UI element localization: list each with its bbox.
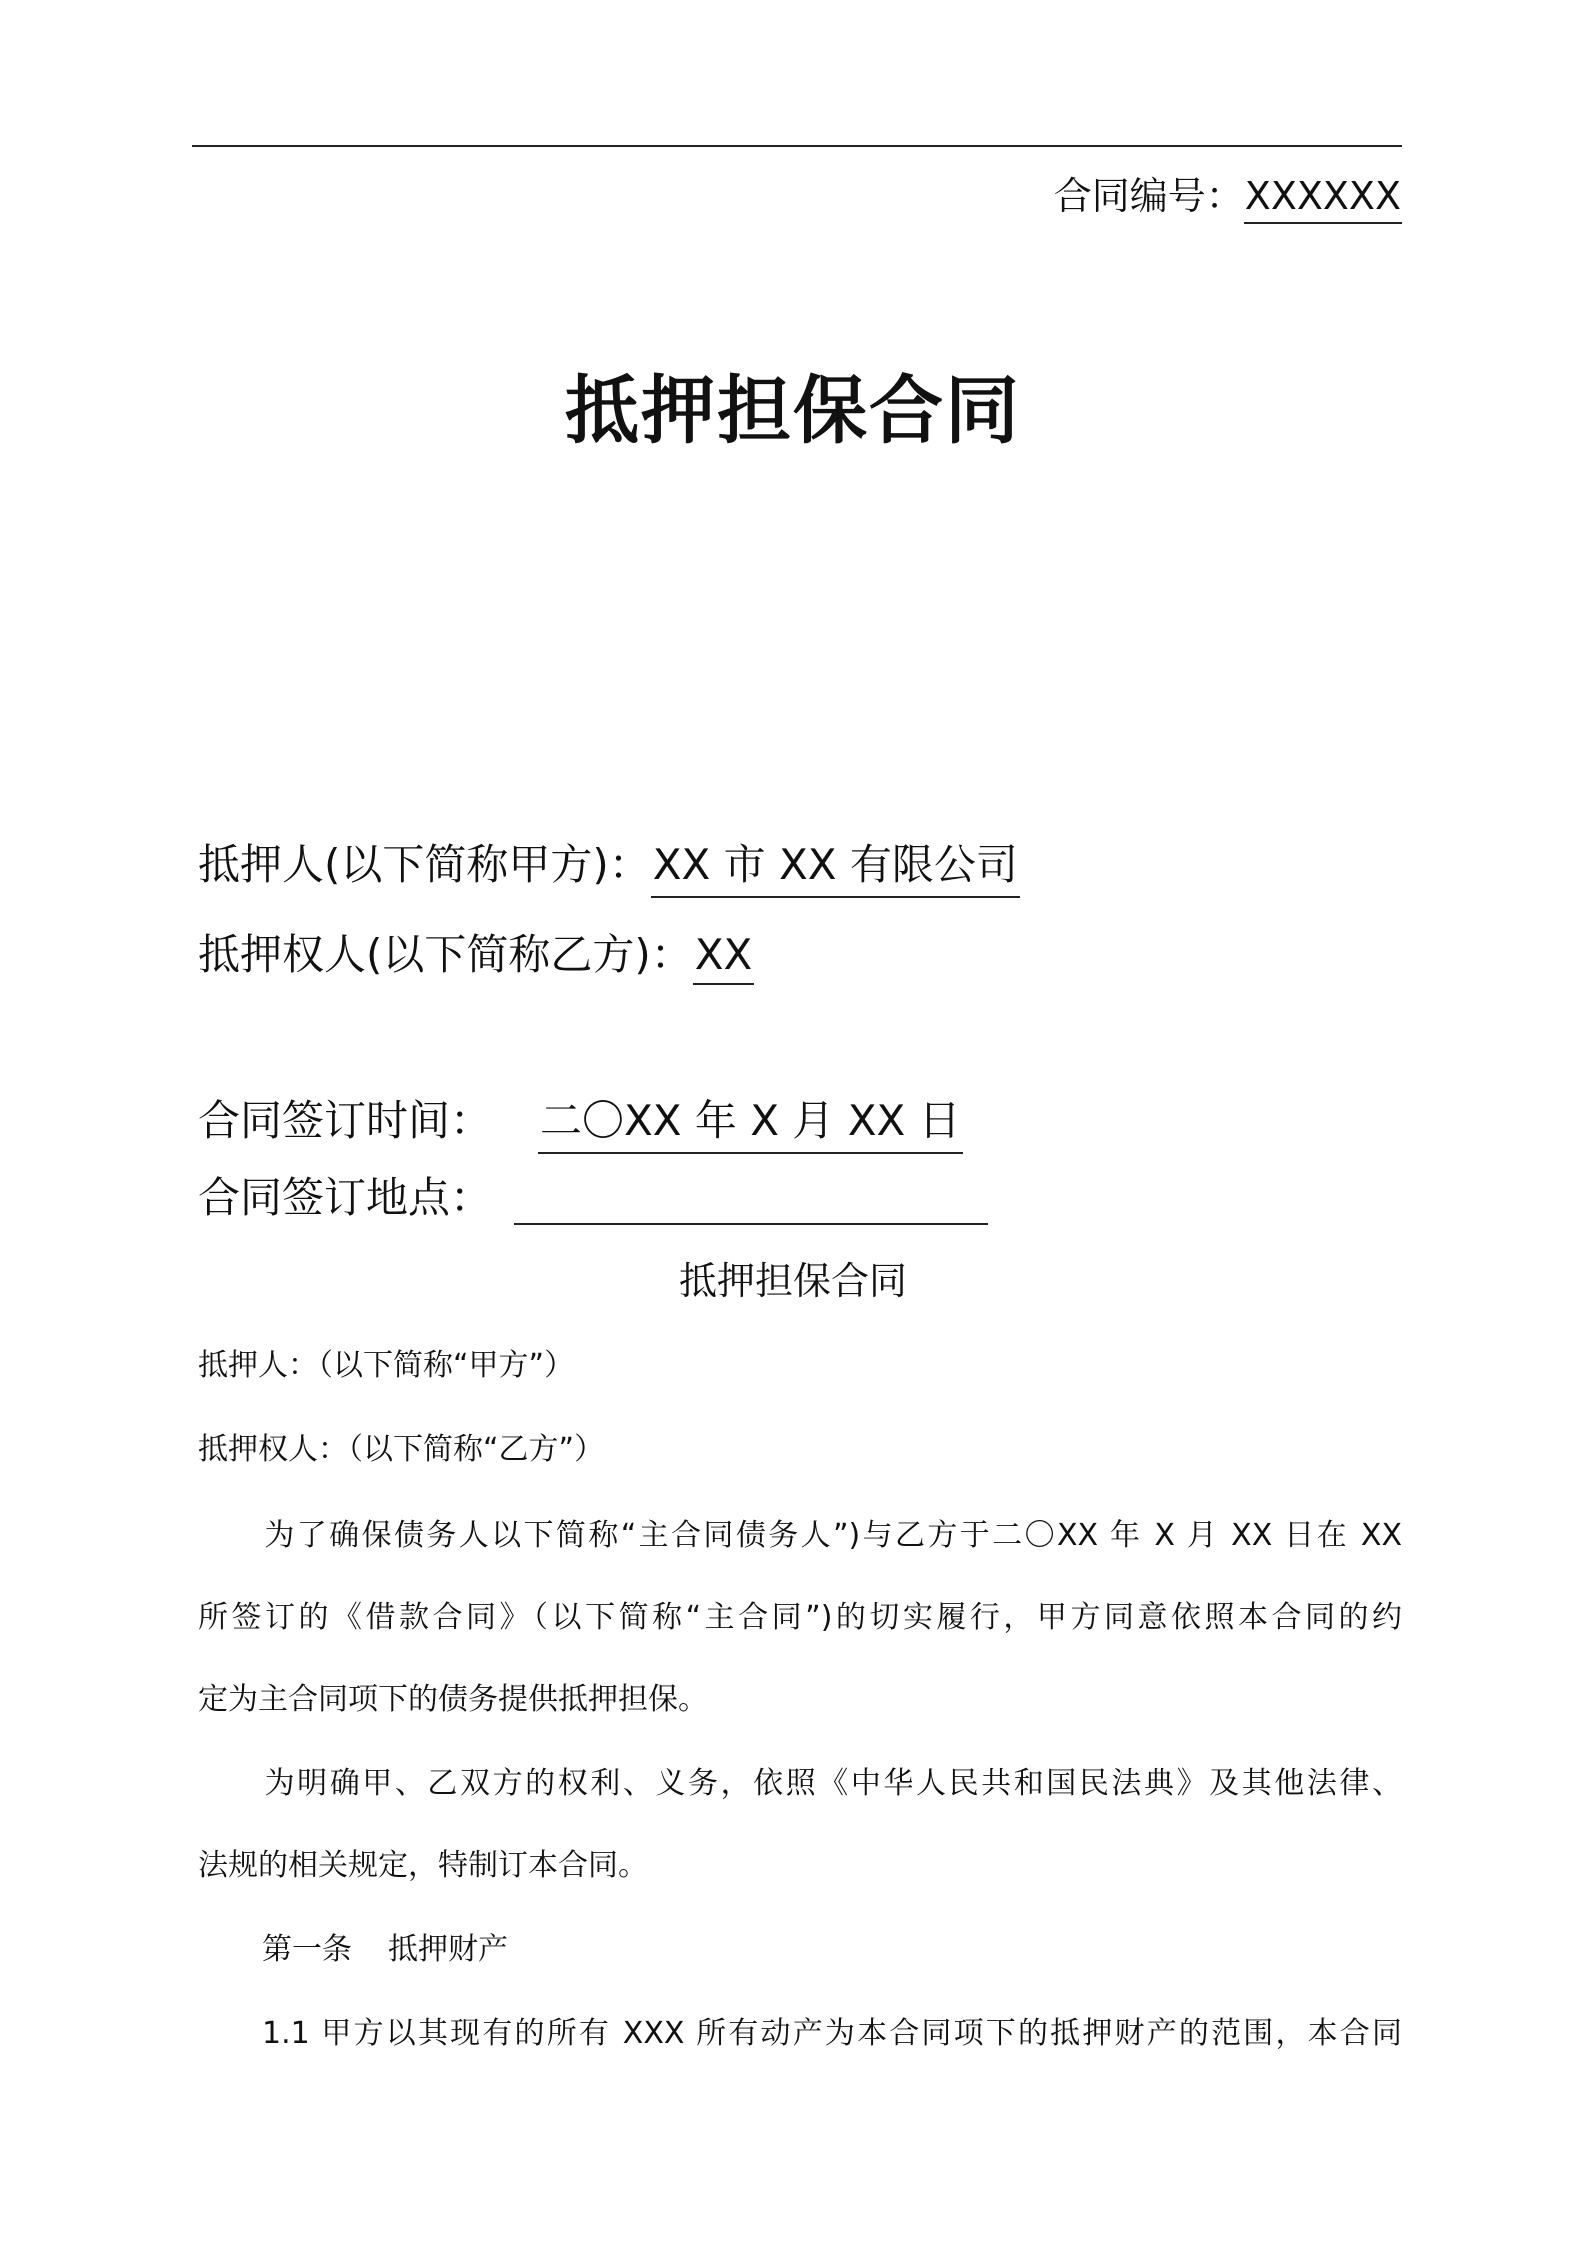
header-divider <box>192 145 1402 147</box>
paragraph-1-line-1-text: 为了确保债务人以下简称“主合同债务人”)与乙方于二〇XX 年 X 月 XX 日在 XX <box>262 1518 1402 1553</box>
paragraph-1-line-2: 所签订的《借款合同》（以下简称“主合同”)的切实履行，甲方同意依照本合同的约 <box>198 1600 1402 1635</box>
article-1-heading <box>262 1924 508 1968</box>
contract-number-label: 合同编号： <box>1053 174 1244 218</box>
contract-number-value: XXXXXX <box>1244 174 1402 224</box>
sign-date-label: 合同签订时间： <box>198 1096 493 1145</box>
paragraph-1-line-3: 定为主合同项下的债务提供抵押担保。 <box>198 1682 708 1717</box>
mortgagee-line <box>198 922 754 985</box>
party-b-line: 抵押权人：（以下简称“乙方”） <box>198 1432 605 1467</box>
mortgagee-label: 抵押权人(以下简称乙方)： <box>198 930 693 979</box>
article-1-title: 抵押财产 <box>388 1932 508 1967</box>
clause-1-1 <box>198 2008 1402 2052</box>
sign-place-line <box>198 1165 988 1225</box>
paragraph-1-line-1 <box>198 1510 1402 1554</box>
party-a-line: 抵押人：（以下简称“甲方”） <box>198 1348 575 1383</box>
sign-date-line <box>198 1088 963 1154</box>
sign-place-value <box>514 1179 988 1225</box>
contract-number <box>1054 165 1402 224</box>
mortgagor-label: 抵押人(以下简称甲方)： <box>198 840 651 889</box>
body-title: 抵押担保合同 <box>678 1259 907 1303</box>
paragraph-2-line-1-text: 为明确甲、乙双方的权利、义务，依照《中华人民共和国民法典》及其他法律、 <box>262 1766 1402 1801</box>
sign-place-label: 合同签订地点： <box>198 1173 493 1222</box>
document-title: 抵押担保合同 <box>565 368 1021 454</box>
clause-1-1-text: 1.1 甲方以其现有的所有 XXX 所有动产为本合同项下的抵押财产的范围，本合同 <box>262 2016 1402 2051</box>
paragraph-2-line-1 <box>198 1758 1402 1802</box>
article-1-number: 第一条 <box>262 1932 352 1967</box>
mortgagor-line <box>198 832 1020 898</box>
sign-date-value: 二〇XX 年 X 月 XX 日 <box>538 1088 963 1154</box>
mortgagee-value: XX <box>693 930 755 985</box>
mortgagor-value: XX 市 XX 有限公司 <box>651 832 1020 898</box>
paragraph-2-line-2: 法规的相关规定，特制订本合同。 <box>198 1848 648 1883</box>
